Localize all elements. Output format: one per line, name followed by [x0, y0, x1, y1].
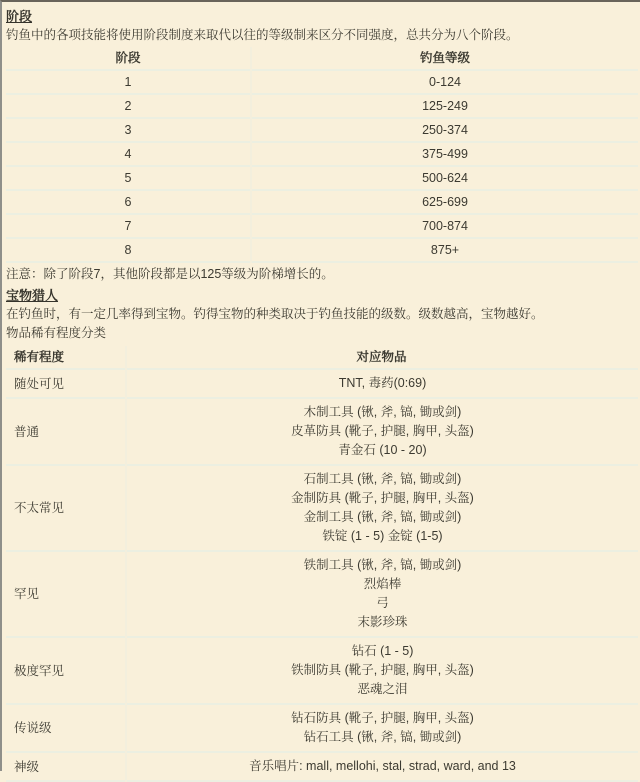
stage-number-cell: 1 — [6, 70, 251, 94]
item-line: 铁制防具 (靴子, 护腿, 胸甲, 头盔) — [291, 663, 474, 677]
stages-table — [6, 47, 638, 263]
stage-level-cell: 125-249 — [422, 99, 468, 113]
rarity-items-cell — [126, 752, 638, 781]
rarity-name-cell: 神级 — [6, 752, 126, 781]
item-line: 恶魂之泪 — [357, 682, 408, 696]
stage-level-cell: 500-624 — [422, 171, 468, 185]
item-line: 石制工具 (锹, 斧, 镐, 锄或剑) — [303, 472, 462, 486]
stage-level-cell: 0-124 — [429, 75, 461, 89]
rarity-name-cell: 不太常见 — [6, 465, 126, 551]
rarity-name-cell: 极度罕见 — [6, 637, 126, 704]
stages-note-text: 注意：除了阶段7，其他阶段都是以125等级为阶梯增长的。 — [6, 267, 334, 281]
stage-level-cell: 700-874 — [422, 219, 468, 233]
rarity-name-cell: 普通 — [6, 398, 126, 465]
item-line: 音乐唱片: mall, mellohi, stal, strad, ward, and 13 — [249, 759, 516, 773]
stage-number-cell: 3 — [6, 118, 251, 142]
item-line: 烈焰棒 — [363, 577, 402, 591]
rarity-items-cell — [126, 465, 638, 551]
section-heading-treasure-hunter: 宝物猎人 — [6, 288, 59, 303]
stage-level-cell: 375-499 — [422, 147, 468, 161]
rarity-row — [6, 465, 638, 551]
stage-row — [6, 166, 638, 190]
stage-number-cell: 2 — [6, 94, 251, 118]
stages-header-row — [6, 47, 638, 70]
item-line: 弓 — [376, 596, 389, 610]
rarity-table — [6, 346, 638, 782]
stage-row — [6, 238, 638, 262]
stage-row — [6, 142, 638, 166]
rarity-row — [6, 704, 638, 752]
rarity-name-cell: 传说级 — [6, 704, 126, 752]
item-line: 钻石 (1 - 5) — [351, 644, 414, 658]
item-line: TNT, 毒药(0:69) — [338, 376, 427, 390]
stage-row — [6, 70, 638, 94]
rarity-col-header-items: 对应物品 — [356, 350, 407, 364]
rarity-items-cell — [126, 369, 638, 398]
rarity-row — [6, 752, 638, 781]
stage-number-cell: 5 — [6, 166, 251, 190]
item-line: 金制防具 (靴子, 护腿, 胸甲, 头盔) — [291, 491, 474, 505]
rarity-items-cell — [126, 551, 638, 637]
rarity-row — [6, 398, 638, 465]
item-line: 木制工具 (锹, 斧, 镐, 锄或剑) — [303, 405, 462, 419]
item-line: 钻石工具 (锹, 斧, 镐, 锄或剑) — [303, 730, 462, 744]
stage-row — [6, 190, 638, 214]
item-line: 铁锭 (1 - 5) 金锭 (1-5) — [322, 529, 443, 543]
stage-number-cell: 6 — [6, 190, 251, 214]
item-line: 皮革防具 (靴子, 护腿, 胸甲, 头盔) — [291, 424, 474, 438]
rarity-items-cell — [126, 704, 638, 752]
item-line: 末影珍珠 — [357, 615, 408, 629]
rarity-col-header-rarity: 稀有程度 — [6, 346, 126, 369]
rarity-subtitle-text: 物品稀有程度分类 — [6, 326, 107, 340]
stage-row — [6, 94, 638, 118]
stage-row — [6, 118, 638, 142]
stage-row — [6, 214, 638, 238]
stage-level-cell: 625-699 — [422, 195, 468, 209]
stages-col-header-level: 钓鱼等级 — [419, 51, 470, 65]
rarity-row — [6, 637, 638, 704]
rarity-name-cell: 随处可见 — [6, 369, 126, 398]
stages-col-header-stage: 阶段 — [6, 47, 251, 70]
rarity-items-cell — [126, 398, 638, 465]
stage-number-cell: 4 — [6, 142, 251, 166]
stage-level-cell: 250-374 — [422, 123, 468, 137]
item-line: 钻石防具 (靴子, 护腿, 胸甲, 头盔) — [291, 711, 474, 725]
rarity-row — [6, 551, 638, 637]
item-line: 金制工具 (锹, 斧, 镐, 锄或剑) — [303, 510, 462, 524]
rarity-row — [6, 369, 638, 398]
item-line: 青金石 (10 - 20) — [338, 443, 427, 457]
section-heading-stages: 阶段 — [6, 9, 33, 24]
rarity-header-row — [6, 346, 638, 369]
rarity-name-cell: 罕见 — [6, 551, 126, 637]
stage-number-cell: 7 — [6, 214, 251, 238]
rarity-items-cell — [126, 637, 638, 704]
stage-number-cell: 8 — [6, 238, 251, 262]
item-line: 铁制工具 (锹, 斧, 镐, 锄或剑) — [303, 558, 462, 572]
treasure-intro-text: 在钓鱼时，有一定几率得到宝物。钓得宝物的种类取决于钓鱼技能的级数。级数越高，宝物越好。 — [6, 307, 544, 321]
wiki-article — [2, 2, 640, 782]
stages-intro-text: 钓鱼中的各项技能将使用阶段制度来取代以往的等级制来区分不同强度，总共分为八个阶段。 — [6, 28, 519, 42]
stage-level-cell: 875+ — [430, 243, 460, 257]
